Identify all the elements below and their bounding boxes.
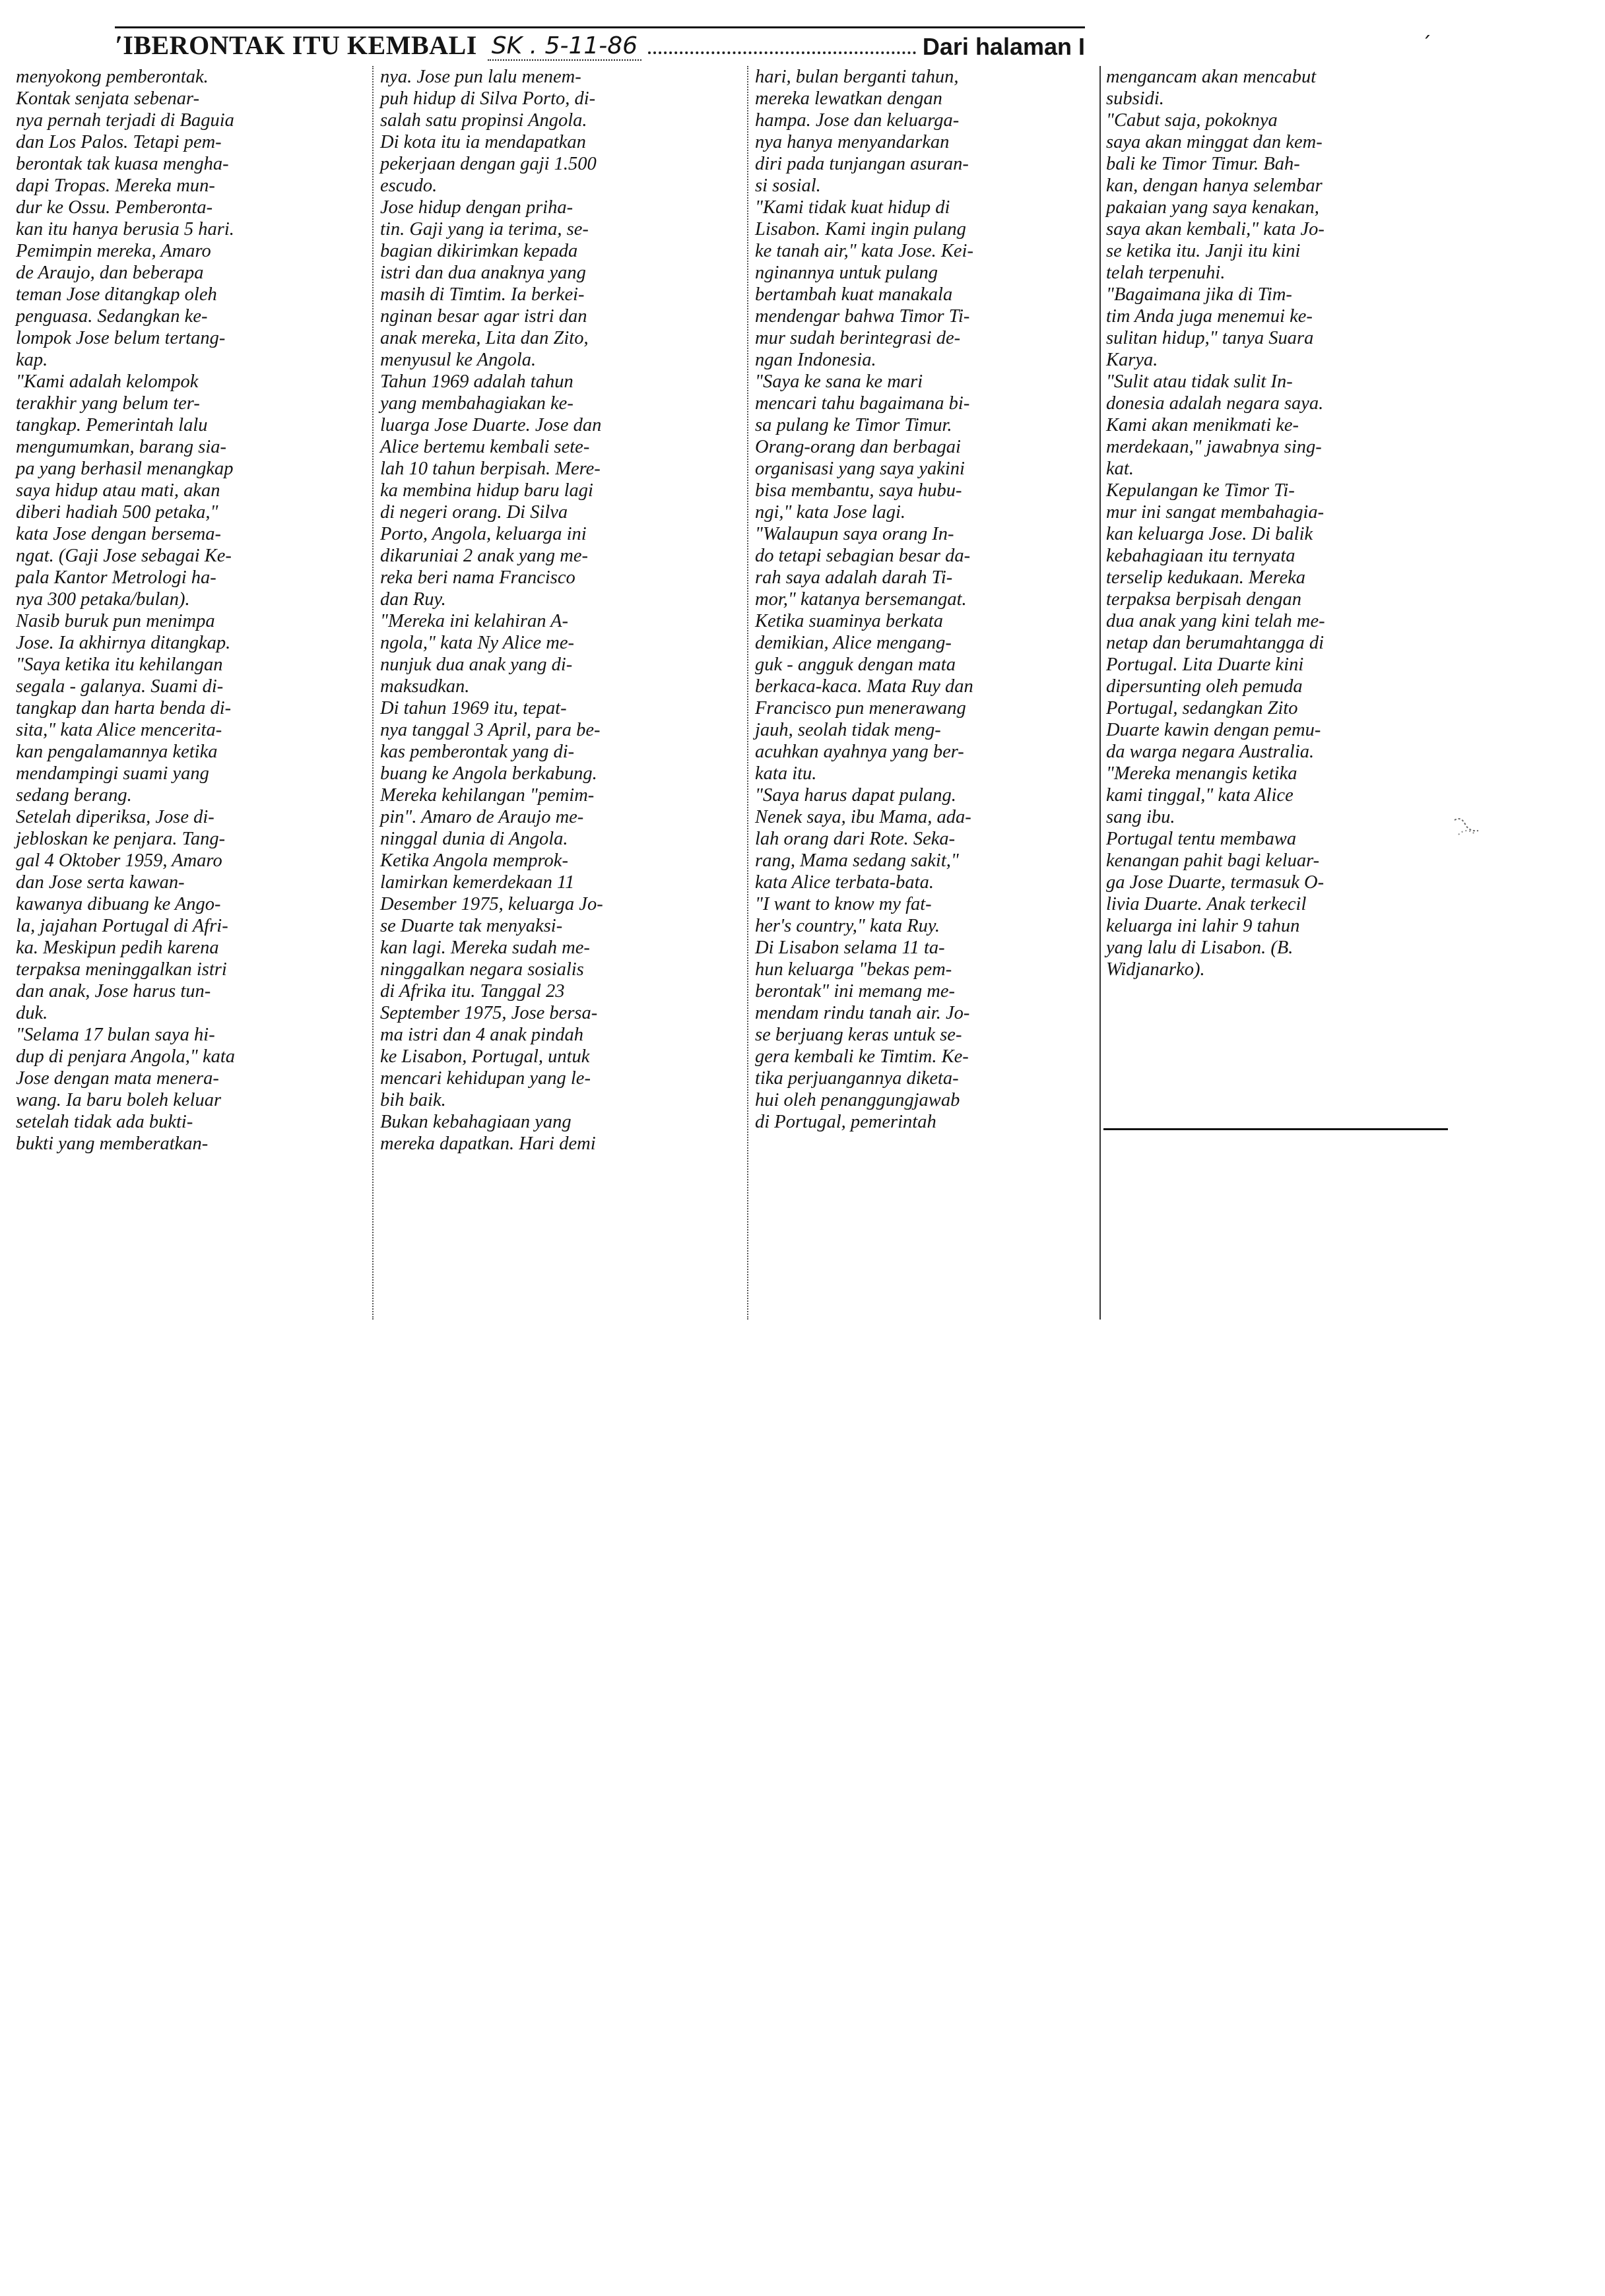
text-line: Tahun 1969 adalah tahun	[380, 371, 573, 392]
text-line: dur ke Ossu. Pemberonta-	[16, 197, 213, 218]
text-line: salah satu propinsi Angola.	[380, 110, 587, 131]
text-line: Portugal tentu membawa	[1106, 829, 1297, 849]
text-line: yang membahagiakan ke-	[380, 393, 573, 414]
text-line: mengancam akan mencabut	[1106, 67, 1317, 87]
text-line: mencari kehidupan yang le-	[380, 1068, 591, 1089]
text-line: Portugal, sedangkan Zito	[1106, 698, 1298, 718]
text-line: "Walaupun saya orang In-	[755, 524, 954, 544]
text-line: kata itu.	[755, 763, 817, 784]
text-line: Pemimpin mereka, Amaro	[16, 241, 211, 261]
text-line: "Kami tidak kuat hidup di	[755, 197, 950, 218]
text-line: subsidi.	[1106, 88, 1164, 109]
text-line: de Araujo, dan beberapa	[16, 263, 204, 283]
text-line: nya pernah terjadi di Baguia	[16, 110, 234, 131]
text-line: bali ke Timor Timur. Bah-	[1106, 154, 1300, 174]
text-line: dapi Tropas. Mereka mun-	[16, 175, 215, 196]
text-line: "Cabut saja, pokoknya	[1106, 110, 1278, 131]
text-line: bagian dikirimkan kepada	[380, 241, 578, 261]
text-line: demikian, Alice mengang-	[755, 633, 952, 653]
text-line: nginan besar agar istri dan	[380, 306, 587, 327]
text-line: kas pemberontak yang di-	[380, 742, 575, 762]
text-line: Jose dengan mata menera-	[16, 1068, 219, 1089]
text-line: netap dan berumahtangga di	[1106, 633, 1325, 653]
text-line: mendam rindu tanah air. Jo-	[755, 1003, 970, 1023]
text-line: nya. Jose pun lalu menem-	[380, 67, 581, 87]
text-line: Porto, Angola, keluarga ini	[380, 524, 587, 544]
text-line: Kontak senjata sebenar-	[16, 88, 200, 109]
text-line: Karya.	[1106, 350, 1158, 370]
text-line: ngat. (Gaji Jose sebagai Ke-	[16, 546, 232, 566]
text-line: maksudkan.	[380, 676, 470, 697]
text-line: Widjanarko).	[1106, 959, 1205, 980]
text-line: Jose. Ia akhirnya ditangkap.	[16, 633, 231, 653]
text-line: kebahagiaan itu ternyata	[1106, 546, 1295, 566]
text-line: ninggal dunia di Angola.	[380, 829, 568, 849]
text-line: "Saya harus dapat pulang.	[755, 785, 956, 806]
text-line: livia Duarte. Anak terkecil	[1106, 894, 1307, 914]
text-line: nunjuk dua anak yang di-	[380, 654, 573, 675]
text-line: kan, dengan hanya selembar	[1106, 175, 1323, 196]
text-line: jebloskan ke penjara. Tang-	[16, 829, 226, 849]
text-line: mereka dapatkan. Hari demi	[380, 1133, 596, 1154]
text-line: hun keluarga "bekas pem-	[755, 959, 952, 980]
text-line: kawanya dibuang ke Ango-	[16, 894, 221, 914]
text-line: sedang berang.	[16, 785, 132, 806]
text-line: diri pada tunjangan asuran-	[755, 154, 969, 174]
text-line: mur sudah berintegrasi de-	[755, 328, 961, 348]
text-line: menyusul ke Angola.	[380, 350, 537, 370]
text-line: keluarga ini lahir 9 tahun	[1106, 916, 1300, 936]
text-line: kata Jose dengan bersema-	[16, 524, 222, 544]
column-divider-2	[747, 66, 748, 1320]
text-line: terpaksa meninggalkan istri	[16, 959, 227, 980]
text-line: merdekaan," jawabnya sing-	[1106, 437, 1322, 457]
text-line: ngola," kata Ny Alice me-	[380, 633, 574, 653]
text-line: diberi hadiah 500 petaka,"	[16, 502, 218, 523]
text-line: Jose hidup dengan priha-	[380, 197, 573, 218]
text-line: Kepulangan ke Timor Ti-	[1106, 480, 1295, 501]
text-line: dan Los Palos. Tetapi pem-	[16, 132, 222, 152]
text-line: ke Lisabon, Portugal, untuk	[380, 1046, 590, 1067]
text-line: Nasib buruk pun menimpa	[16, 611, 215, 631]
text-line: kan lagi. Mereka sudah me-	[380, 938, 590, 958]
text-line: tim Anda juga menemui ke-	[1106, 306, 1313, 327]
text-line: "Mereka ini kelahiran A-	[380, 611, 569, 631]
text-line: ngi," kata Jose lagi.	[755, 502, 906, 523]
text-line: kan pengalamannya ketika	[16, 742, 218, 762]
text-line: sa pulang ke Timor Timur.	[755, 415, 952, 435]
text-line: si sosial.	[755, 175, 821, 196]
article-column-3	[755, 66, 1098, 1133]
text-line: lah 10 tahun berpisah. Mere-	[380, 459, 601, 479]
text-line: telah terpenuhi.	[1106, 263, 1226, 283]
text-line: bukti yang memberatkan-	[16, 1133, 209, 1154]
text-line: "I want to know my fat-	[755, 894, 932, 914]
text-line: reka beri nama Francisco	[380, 567, 575, 588]
text-line: kat.	[1106, 459, 1134, 479]
text-line: hui oleh penanggungjawab	[755, 1090, 960, 1110]
text-line: mencari tahu bagaimana bi-	[755, 393, 970, 414]
article-column-1	[16, 66, 366, 1155]
text-line: dua anak yang kini telah me-	[1106, 611, 1325, 631]
text-line: terakhir yang belum ter-	[16, 393, 200, 414]
text-line: mengumumkan, barang sia-	[16, 437, 227, 457]
text-line: mereka lewatkan dengan	[755, 88, 942, 109]
text-line: saya akan minggat dan kem-	[1106, 132, 1323, 152]
text-line: istri dan dua anaknya yang	[380, 263, 586, 283]
text-line: segala - galanya. Suami di-	[16, 676, 224, 697]
text-line: Bukan kebahagiaan yang	[380, 1112, 572, 1132]
text-line: yang lalu di Lisabon. (B.	[1106, 938, 1294, 958]
text-line: kan itu hanya berusia 5 hari.	[16, 219, 234, 239]
text-line: anak mereka, Lita dan Zito,	[380, 328, 589, 348]
text-line: organisasi yang saya yakini	[755, 459, 965, 479]
text-line: saya hidup atau mati, akan	[16, 480, 220, 501]
text-line: pakaian yang saya kenakan,	[1106, 197, 1319, 218]
text-line: ka. Meskipun pedih karena	[16, 938, 219, 958]
text-line: do tetapi sebagian besar da-	[755, 546, 971, 566]
text-line: bertambah kuat manakala	[755, 284, 953, 305]
text-line: "Kami adalah kelompok	[16, 371, 199, 392]
handwritten-date-note: SK . 5-11-86	[488, 32, 641, 61]
text-line: nya 300 petaka/bulan).	[16, 589, 190, 610]
text-line: her's country," kata Ruy.	[755, 916, 940, 936]
text-line: gera kembali ke Timtim. Ke-	[755, 1046, 969, 1067]
text-line: Ketika suaminya berkata	[755, 611, 943, 631]
text-line: dan anak, Jose harus tun-	[16, 981, 211, 1002]
text-line: Ketika Angola memprok-	[380, 850, 568, 871]
text-line: berkaca-kaca. Mata Ruy dan	[755, 676, 973, 697]
text-line: ke tanah air," kata Jose. Kei-	[755, 241, 973, 261]
leader-dots	[648, 51, 916, 54]
text-line: dikaruniai 2 anak yang me-	[380, 546, 589, 566]
text-line: sang ibu.	[1106, 807, 1175, 827]
text-line: guk - angguk dengan mata	[755, 654, 956, 675]
text-line: jauh, seolah tidak meng-	[755, 720, 941, 740]
text-line: ga Jose Duarte, termasuk O-	[1106, 872, 1325, 893]
text-line: Lisabon. Kami ingin pulang	[755, 219, 966, 239]
text-line: "Mereka menangis ketika	[1106, 763, 1297, 784]
text-line: tin. Gaji yang ia terima, se-	[380, 219, 589, 239]
text-line: duk.	[16, 1003, 48, 1023]
text-line: "Saya ke sana ke mari	[755, 371, 923, 392]
text-line: terselip kedukaan. Mereka	[1106, 567, 1306, 588]
text-line: nginannya untuk pulang	[755, 263, 938, 283]
text-line: "Selama 17 bulan saya hi-	[16, 1025, 215, 1045]
text-line: se ketika itu. Janji itu kini	[1106, 241, 1301, 261]
text-line: ka membina hidup baru lagi	[380, 480, 593, 501]
text-line: bih baik.	[380, 1090, 446, 1110]
text-line: "Bagaimana jika di Tim-	[1106, 284, 1292, 305]
text-line: gal 4 Oktober 1959, Amaro	[16, 850, 222, 871]
text-line: sita," kata Alice mencerita-	[16, 720, 222, 740]
text-line: di Afrika itu. Tanggal 23	[380, 981, 565, 1002]
text-line: lamirkan kemerdekaan 11	[380, 872, 575, 893]
text-line: berontak" ini memang me-	[755, 981, 955, 1002]
text-line: ma istri dan 4 anak pindah	[380, 1025, 583, 1045]
corner-mark: ´	[1422, 33, 1431, 56]
text-line: buang ke Angola berkabung.	[380, 763, 597, 784]
text-line: pa yang berhasil menangkap	[16, 459, 234, 479]
text-line: se berjuang keras untuk se-	[755, 1025, 962, 1045]
text-line: Nenek saya, ibu Mama, ada-	[755, 807, 971, 827]
text-line: ninggalkan negara sosialis	[380, 959, 584, 980]
text-line: nya hanya menyandarkan	[755, 132, 950, 152]
text-line: kan keluarga Jose. Di balik	[1106, 524, 1313, 544]
text-line: donesia adalah negara saya.	[1106, 393, 1324, 414]
text-line: kap.	[16, 350, 48, 370]
newspaper-clipping	[16, 20, 1447, 1300]
text-line: acuhkan ayahnya yang ber-	[755, 742, 964, 762]
column-divider-1	[372, 66, 374, 1320]
text-line: dan Ruy.	[380, 589, 446, 610]
text-line: masih di Timtim. Ia berkei-	[380, 284, 585, 305]
text-line: la, jajahan Portugal di Afri-	[16, 916, 228, 936]
text-line: wang. Ia baru boleh keluar	[16, 1090, 222, 1110]
text-line: kenangan pahit bagi keluar-	[1106, 850, 1320, 871]
text-line: Desember 1975, keluarga Jo-	[380, 894, 603, 914]
scan-smudge-icon	[1452, 815, 1482, 839]
text-line: puh hidup di Silva Porto, di-	[380, 88, 596, 109]
text-line: teman Jose ditangkap oleh	[16, 284, 217, 305]
text-line: Setelah diperiksa, Jose di-	[16, 807, 214, 827]
text-line: dipersunting oleh pemuda	[1106, 676, 1303, 697]
text-line: lompok Jose belum tertang-	[16, 328, 226, 348]
text-line: lah orang dari Rote. Seka-	[755, 829, 956, 849]
continuation-label: Dari halaman I	[922, 33, 1085, 60]
text-line: penguasa. Sedangkan ke-	[16, 306, 208, 327]
text-line: berontak tak kuasa mengha-	[16, 154, 229, 174]
text-line: da warga negara Australia.	[1106, 742, 1315, 762]
text-line: rang, Mama sedang sakit,"	[755, 850, 959, 871]
text-line: saya akan kembali," kata Jo-	[1106, 219, 1325, 239]
text-line: kata Alice terbata-bata.	[755, 872, 934, 893]
text-line: mendengar bahwa Timor Ti-	[755, 306, 970, 327]
text-line: hari, bulan berganti tahun,	[755, 67, 959, 87]
text-line: bisa membantu, saya hubu-	[755, 480, 962, 501]
text-line: mur ini sangat membahagia-	[1106, 502, 1325, 523]
text-line: pala Kantor Metrologi ha-	[16, 567, 216, 588]
text-line: di Portugal, pemerintah	[755, 1112, 936, 1132]
text-line: tangkap. Pemerintah lalu	[16, 415, 208, 435]
text-line: Duarte kawin dengan pemu-	[1106, 720, 1321, 740]
headline-bar	[115, 20, 1085, 61]
text-line: di negeri orang. Di Silva	[380, 502, 568, 523]
column-4-end-rule	[1103, 1128, 1448, 1130]
text-line: pekerjaan dengan gaji 1.500	[380, 154, 597, 174]
text-line: Mereka kehilangan "pemim-	[380, 785, 595, 806]
text-line: mor," katanya bersemangat.	[755, 589, 967, 610]
text-line: "Sulit atau tidak sulit In-	[1106, 371, 1293, 392]
text-line: se Duarte tak menyaksi-	[380, 916, 563, 936]
text-line: "Saya ketika itu kehilangan	[16, 654, 223, 675]
text-line: Orang-orang dan berbagai	[755, 437, 961, 457]
text-line: Alice bertemu kembali sete-	[380, 437, 590, 457]
text-line: sulitan hidup," tanya Suara	[1106, 328, 1314, 348]
text-line: pin". Amaro de Araujo me-	[380, 807, 584, 827]
text-line: dan Jose serta kawan-	[16, 872, 185, 893]
text-line: tika perjuangannya diketa-	[755, 1068, 959, 1089]
text-line: dup di penjara Angola," kata	[16, 1046, 236, 1067]
text-line: rah saya adalah darah Ti-	[755, 567, 953, 588]
text-line: tangkap dan harta benda di-	[16, 698, 232, 718]
article-column-2	[380, 66, 740, 1155]
text-line: Portugal. Lita Duarte kini	[1106, 654, 1304, 675]
text-line: Kami akan menikmati ke-	[1106, 415, 1299, 435]
text-line: terpaksa berpisah dengan	[1106, 589, 1302, 610]
text-line: Di kota itu ia mendapatkan	[380, 132, 586, 152]
text-line: Francisco pun menerawang	[755, 698, 966, 718]
text-line: hampa. Jose dan keluarga-	[755, 110, 960, 131]
text-line: ngan Indonesia.	[755, 350, 876, 370]
text-line: mendampingi suami yang	[16, 763, 209, 784]
text-line: Di Lisabon selama 11 ta-	[755, 938, 945, 958]
headline-title: ͘′IBERONTAK ITU KEMBALI	[115, 30, 477, 60]
column-divider-3	[1099, 66, 1101, 1320]
text-line: setelah tidak ada bukti-	[16, 1112, 193, 1132]
text-line: luarga Jose Duarte. Jose dan	[380, 415, 602, 435]
article-column-4	[1106, 66, 1448, 980]
text-line: nya tanggal 3 April, para be-	[380, 720, 601, 740]
text-line: Di tahun 1969 itu, tepat-	[380, 698, 567, 718]
text-line: menyokong pemberontak.	[16, 67, 209, 87]
text-line: September 1975, Jose bersa-	[380, 1003, 598, 1023]
text-line: kami tinggal," kata Alice	[1106, 785, 1294, 806]
text-line: escudo.	[380, 175, 438, 196]
